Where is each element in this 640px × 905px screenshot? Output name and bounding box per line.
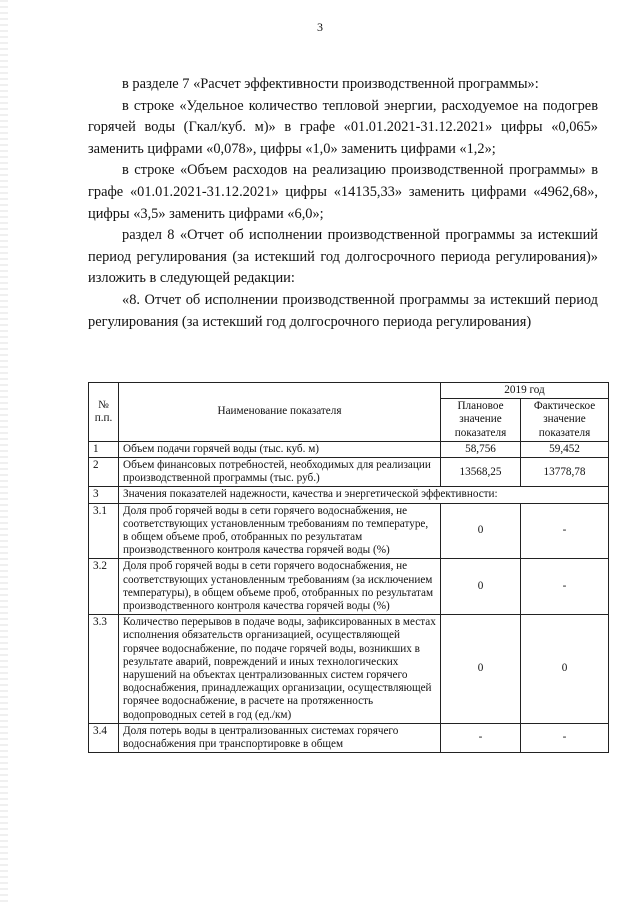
header-no: № п.п. xyxy=(89,383,119,442)
row-plan: 58,756 xyxy=(441,441,521,457)
scan-edge-artifact xyxy=(0,0,8,905)
document-body xyxy=(88,74,598,333)
row-plan: 0 xyxy=(441,615,521,724)
row-plan: 13568,25 xyxy=(441,458,521,487)
row-fact: 59,452 xyxy=(521,441,609,457)
row-name: Количество перерывов в подаче воды, зафиксированных в местах исполнения обязательств организацией, осуществляющей горячее водоснабжение, по подаче горячей воды, возникших в результате аварий, повреждений и иных технологических нарушений на объектах централизованных систем горячего водоснабжения, принадлежащих организации, осуществляющей горячее водоснабжение, в расчете на протяженность водопроводных сетей в год (ед./км) xyxy=(119,615,441,724)
paragraph-expenses: в строке «Объем расходов на реализацию производственной программы» в графе «01.01.2021-31.12.2021» цифры «14135,33» заменить цифрами «4962,68», цифры «3,5» заменить цифрами «6,0»; xyxy=(88,162,598,222)
table-row xyxy=(89,487,609,503)
row-name: Доля потерь воды в централизованных системах горячего водоснабжения при транспортировке в общем xyxy=(119,723,441,752)
row-fact: - xyxy=(521,723,609,752)
header-fact: Фактическое значение показателя xyxy=(521,399,609,442)
table-row xyxy=(89,503,609,559)
table-row xyxy=(89,559,609,615)
row-name: Объем подачи горячей воды (тыс. куб. м) xyxy=(119,441,441,457)
paragraph-report-title: «8. Отчет об исполнении производственной программы за истекший период регулирования (за истекший год долгосрочного периода регулирования) xyxy=(88,291,598,330)
row-name: Объем финансовых потребностей, необходимых для реализации производственной программы (тыс. руб.) xyxy=(119,458,441,487)
page-number: 3 xyxy=(317,20,323,34)
header-plan: Плановое значение показателя xyxy=(441,399,521,442)
row-name: Значения показателей надежности, качества и энергетической эффективности: xyxy=(119,487,609,503)
paragraph-heat-energy: в строке «Удельное количество тепловой энергии, расходуемое на подогрев горячей воды (Гкал/куб. м)» в графе «01.01.2021-31.12.2021» цифры «0,065» заменить цифрами «0,078», цифры «1,0» заменить цифрами «1,2»; xyxy=(88,97,598,157)
row-no: 3.1 xyxy=(89,503,119,559)
table-row xyxy=(89,723,609,752)
row-plan: 0 xyxy=(441,503,521,559)
row-no: 2 xyxy=(89,458,119,487)
row-fact: - xyxy=(521,503,609,559)
table-row xyxy=(89,615,609,724)
row-no: 1 xyxy=(89,441,119,457)
row-no: 3.4 xyxy=(89,723,119,752)
table-row xyxy=(89,458,609,487)
table-row xyxy=(89,441,609,457)
header-name: Наименование показателя xyxy=(119,383,441,442)
report-table xyxy=(88,382,609,753)
row-no: 3.2 xyxy=(89,559,119,615)
row-fact: 13778,78 xyxy=(521,458,609,487)
row-plan: - xyxy=(441,723,521,752)
paragraph-section7: в разделе 7 «Расчет эффективности производственной программы»: xyxy=(122,76,539,92)
header-year: 2019 год xyxy=(441,383,609,399)
paragraph-section8: раздел 8 «Отчет об исполнении производственной программы за истекший период регулирования (за истекший год долгосрочного периода регулирования)» изложить в следующей редакции: xyxy=(88,227,598,287)
row-no: 3 xyxy=(89,487,119,503)
table-header-row xyxy=(89,383,609,399)
row-name: Доля проб горячей воды в сети горячего водоснабжения, не соответствующих установленным требованиям по температуре, в общем объеме проб, отобранных по результатам производственного контроля качества горячей воды (%) xyxy=(119,503,441,559)
row-no: 3.3 xyxy=(89,615,119,724)
row-fact: - xyxy=(521,559,609,615)
row-plan: 0 xyxy=(441,559,521,615)
row-fact: 0 xyxy=(521,615,609,724)
row-name: Доля проб горячей воды в сети горячего водоснабжения, не соответствующих установленным требованиям (за исключением температуры), в общем объеме проб, отобранных по результатам производственного контроля качества горячей воды (%) xyxy=(119,559,441,615)
